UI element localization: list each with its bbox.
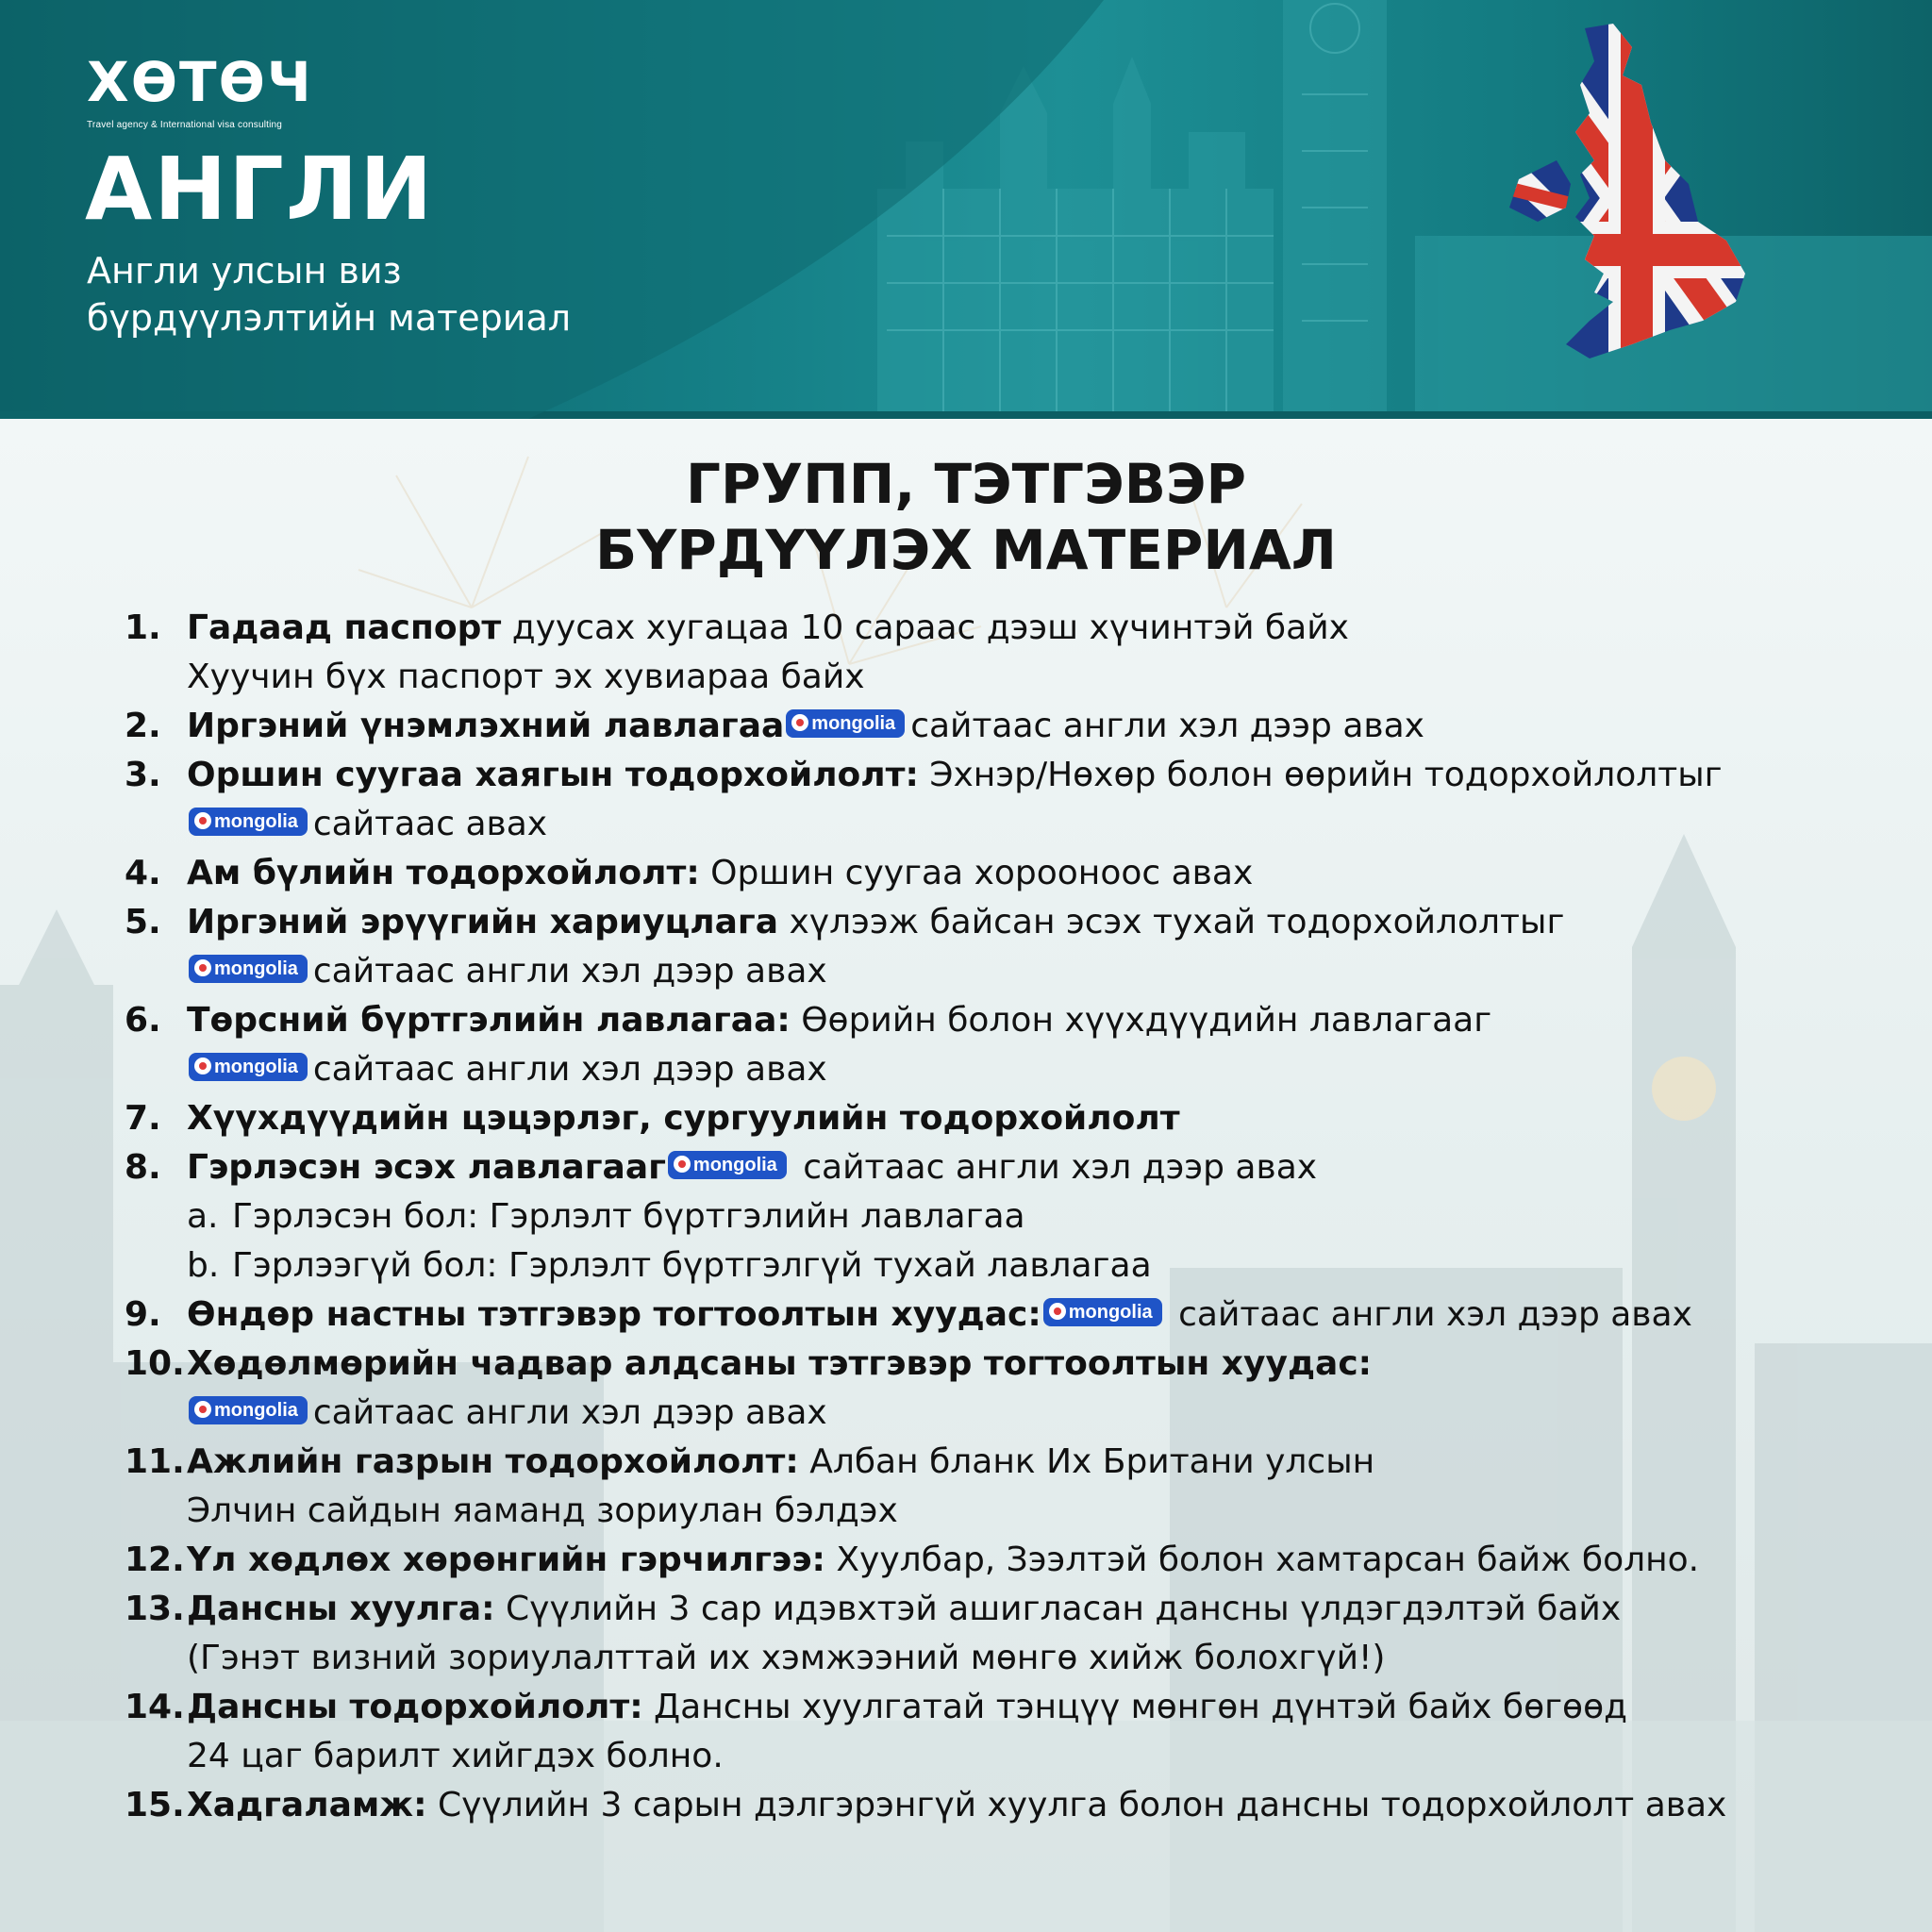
item-continuation: (Гэнэт визний зориулалттай их хэмжээний мөнгө хийж болохгүй!)	[187, 1639, 1386, 1677]
list-item	[125, 1781, 1898, 1830]
headline-line-2: БҮРДҮҮЛЭХ МАТЕРИАЛ	[595, 518, 1337, 582]
item-title: Дансны хуулга:	[187, 1590, 495, 1628]
list-item	[125, 849, 1898, 898]
item-title: Ам бүлийн тодорхойлолт:	[187, 854, 700, 892]
emongolia-logo-icon	[194, 1401, 211, 1418]
item-title: Ажлийн газрын тодорхойлолт:	[187, 1442, 799, 1481]
sub-item-text: Гэрлээгүй бол: Гэрлэлт бүртгэлгүй тухай лавлагаа	[232, 1246, 1152, 1285]
country-title: АНГЛИ	[85, 139, 435, 240]
emongolia-logo-icon	[791, 714, 808, 731]
list-item	[125, 1438, 1898, 1487]
list-item	[125, 702, 1898, 751]
mongolia-badge	[668, 1151, 787, 1179]
item-text: Сүүлийн 3 сар идэвхтэй ашигласан дансны үлдэгдэлтэй байх	[494, 1590, 1622, 1628]
badge-label: mongolia	[214, 1057, 298, 1077]
sub-item-letter: b.	[187, 1246, 220, 1285]
item-text: сайтаас англи хэл дээр авах	[910, 707, 1424, 745]
item-title: Төрсний бүртгэлийн лавлагаа:	[187, 1001, 791, 1040]
headline-line-1: ГРУПП, ТЭТГЭВЭР	[686, 452, 1246, 516]
list-item	[125, 1094, 1898, 1143]
item-number: 3.	[125, 756, 161, 794]
item-title: Үл хөдлөх хөрөнгийн гэрчилгээ:	[187, 1541, 825, 1579]
emongolia-logo-icon	[1049, 1303, 1066, 1320]
item-title: Гадаад паспорт	[187, 608, 502, 647]
document-headline	[0, 451, 1932, 583]
item-text: Албан бланк Их Британи улсын	[798, 1442, 1375, 1481]
continuation-text: сайтаас авах	[312, 805, 548, 843]
requirements-list	[125, 604, 1898, 1830]
list-item	[125, 898, 1898, 947]
list-item	[125, 1536, 1898, 1585]
mongolia-badge	[786, 709, 905, 738]
item-title: Оршин суугаа хаягын тодорхойлолт:	[187, 756, 919, 794]
list-item	[125, 1683, 1898, 1732]
item-text: Сүүлийн 3 сарын дэлгэрэнгүй хуулга болон дансны тодорхойлолт авах	[426, 1786, 1727, 1824]
sub-item	[125, 1192, 1898, 1241]
sub-item	[125, 1241, 1898, 1291]
emongolia-logo-icon	[194, 1058, 211, 1074]
item-number: 8.	[125, 1148, 161, 1187]
mongolia-badge	[189, 808, 308, 836]
list-item	[125, 604, 1898, 653]
badge-label: mongolia	[811, 713, 896, 734]
item-number: 4.	[125, 854, 161, 892]
emongolia-logo-icon	[194, 812, 211, 829]
item-text: Эхнэр/Нөхөр болон өөрийн тодорхойлолтыг	[918, 756, 1723, 794]
item-number: 10.	[125, 1344, 185, 1383]
item-number: 11.	[125, 1442, 185, 1481]
mongolia-badge	[189, 1396, 308, 1424]
item-text: сайтаас англи хэл дээр авах	[791, 1148, 1318, 1187]
item-continuation: Хуучин бүх паспорт эх хувиараа байх	[187, 658, 865, 696]
logo-wordmark: ХӨТӨЧ	[87, 50, 313, 114]
item-text: Дансны хуулгатай тэнцүү мөнгөн дүнтэй байх бөгөөд	[642, 1688, 1627, 1726]
badge-label: mongolia	[214, 958, 298, 979]
emongolia-logo-icon	[194, 959, 211, 976]
list-item	[125, 751, 1898, 800]
item-continuation	[125, 1389, 1898, 1438]
sub-item-letter: a.	[187, 1197, 219, 1236]
brand-logo	[87, 50, 313, 130]
item-number: 12.	[125, 1541, 185, 1579]
list-item	[125, 1143, 1898, 1192]
item-title: Өндөр настны тэтгэвэр тогтоолтын хуудас:	[187, 1295, 1041, 1334]
item-number: 1.	[125, 608, 161, 647]
badge-label: mongolia	[692, 1155, 777, 1175]
item-title: Иргэний эрүүгийн хариуцлага	[187, 903, 779, 941]
sub-item-text: Гэрлэсэн бол: Гэрлэлт бүртгэлийн лавлагаа	[232, 1197, 1025, 1236]
item-number: 14.	[125, 1688, 185, 1726]
subtitle-line-2: бүрдүүлэлтийн материал	[87, 297, 572, 339]
item-number: 6.	[125, 1001, 161, 1040]
item-text: дуусах хугацаа 10 сараас дээш хүчинтэй байх	[501, 608, 1349, 647]
item-number: 2.	[125, 707, 161, 745]
badge-label: mongolia	[1068, 1302, 1153, 1323]
item-text: Хуулбар, Зээлтэй болон хамтарсан байж болно.	[824, 1541, 1700, 1579]
item-text: хүлээж байсан эсэх тухай тодорхойлолтыг	[778, 903, 1565, 941]
mongolia-badge	[189, 955, 308, 983]
list-item	[125, 1340, 1898, 1389]
item-number: 13.	[125, 1590, 185, 1628]
item-continuation: Элчин сайдын яаманд зориулан бэлдэх	[187, 1491, 898, 1530]
item-text: сайтаас англи хэл дээр авах	[1167, 1295, 1692, 1334]
item-number: 9.	[125, 1295, 161, 1334]
mongolia-badge	[1043, 1298, 1162, 1326]
country-subtitle	[87, 247, 571, 341]
list-item	[125, 1585, 1898, 1634]
continuation-text: сайтаас англи хэл дээр авах	[312, 952, 827, 991]
list-item	[125, 1291, 1898, 1340]
mongolia-badge	[189, 1053, 308, 1081]
item-text: Оршин суугаа хорооноос авах	[699, 854, 1254, 892]
item-continuation: 24 цаг барилт хийгдэх болно.	[187, 1737, 724, 1775]
item-number: 15.	[125, 1786, 185, 1824]
continuation-text: сайтаас англи хэл дээр авах	[312, 1393, 827, 1432]
badge-label: mongolia	[214, 811, 298, 832]
subtitle-line-1: Англи улсын виз	[87, 250, 402, 291]
item-title: Хөдөлмөрийн чадвар алдсаны тэтгэвэр тогтоолтын хуудас:	[187, 1344, 1373, 1383]
badge-label: mongolia	[214, 1400, 298, 1421]
list-item	[125, 996, 1898, 1045]
item-continuation	[125, 1045, 1898, 1094]
header-banner	[0, 0, 1932, 419]
item-title: Дансны тодорхойлолт:	[187, 1688, 643, 1726]
item-title: Иргэний үнэмлэхний лавлагаа	[187, 707, 785, 745]
item-number: 5.	[125, 903, 161, 941]
item-number: 7.	[125, 1099, 161, 1138]
item-title: Хүүхдүүдийн цэцэрлэг, сургуулийн тодорхойлолт	[187, 1099, 1180, 1138]
item-title: Хадгаламж:	[187, 1786, 427, 1824]
item-continuation	[125, 947, 1898, 996]
logo-tagline: Travel agency & International visa consulting	[87, 120, 283, 130]
item-title: Гэрлэсэн эсэх лавлагааг	[187, 1148, 666, 1187]
uk-flag-map-icon	[1500, 19, 1764, 377]
emongolia-logo-icon	[674, 1156, 691, 1173]
item-text: Өөрийн болон хүүхдүүдийн лавлагааг	[790, 1001, 1492, 1040]
item-continuation	[125, 800, 1898, 849]
continuation-text: сайтаас англи хэл дээр авах	[312, 1050, 827, 1089]
